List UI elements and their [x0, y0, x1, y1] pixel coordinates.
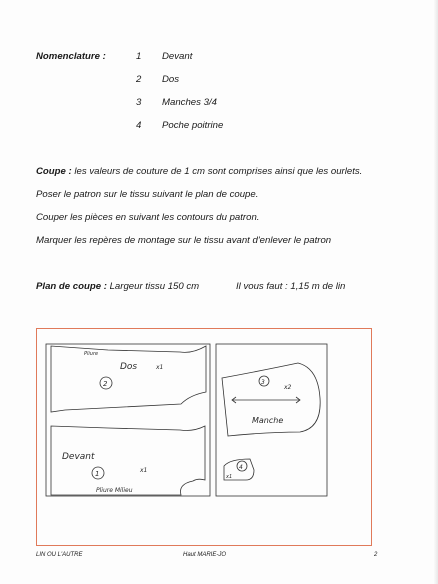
nomenclature-num-2: 2: [136, 74, 142, 85]
manche-qty: x2: [284, 384, 292, 391]
footer-page-number: 2: [374, 552, 378, 558]
coupe-label: Coupe :: [36, 166, 72, 177]
nomenclature-label: Nomenclature :: [36, 51, 106, 62]
devant-qty: x1: [140, 467, 148, 474]
dos-fold-text: Pliure: [84, 351, 99, 357]
plan-need: Il vous faut : 1,15 m de lin: [236, 281, 346, 292]
poche-qty: x1: [226, 474, 233, 480]
manche-label: Manche: [252, 416, 284, 425]
devant-fold-text: Pliure Milieu: [96, 487, 133, 494]
plan-width: Largeur tissu 150 cm: [106, 281, 200, 292]
nomenclature-num-1: 1: [136, 51, 142, 62]
devant-num: 1: [95, 470, 100, 478]
footer-brand: LIN OU L'AUTRE: [36, 552, 83, 558]
footer-model: Haut MARIE-JO: [183, 552, 227, 558]
plan-label: Plan de coupe :: [36, 281, 107, 292]
nomenclature-num-3: 3: [136, 97, 142, 108]
nomenclature-item-3: Manches 3/4: [162, 97, 217, 108]
coupe-line-3: Couper les pièces en suivant les contours du patron.: [36, 212, 260, 223]
poche-num: 4: [239, 464, 243, 471]
nomenclature-num-4: 4: [136, 120, 142, 131]
dos-piece: [51, 346, 206, 412]
manche-num: 3: [261, 379, 265, 386]
dos-num: 2: [103, 380, 108, 388]
dos-label: Dos: [120, 362, 138, 372]
devant-label: Devant: [62, 452, 95, 462]
nomenclature-item-2: Dos: [162, 74, 180, 85]
coupe-line-4: Marquer les repères de montage sur le tissu avant d'enlever le patron: [36, 235, 332, 246]
coupe-line-2: Poser le patron sur le tissu suivant le plan de coupe.: [36, 189, 259, 200]
nomenclature-item-4: Poche poitrine: [162, 120, 224, 131]
coupe-text-1: les valeurs de couture de 1 cm sont comprises ainsi que les ourlets.: [71, 166, 363, 177]
nomenclature-item-1: Devant: [162, 51, 193, 62]
dos-qty: x1: [156, 364, 164, 371]
manche-piece: [222, 363, 320, 436]
